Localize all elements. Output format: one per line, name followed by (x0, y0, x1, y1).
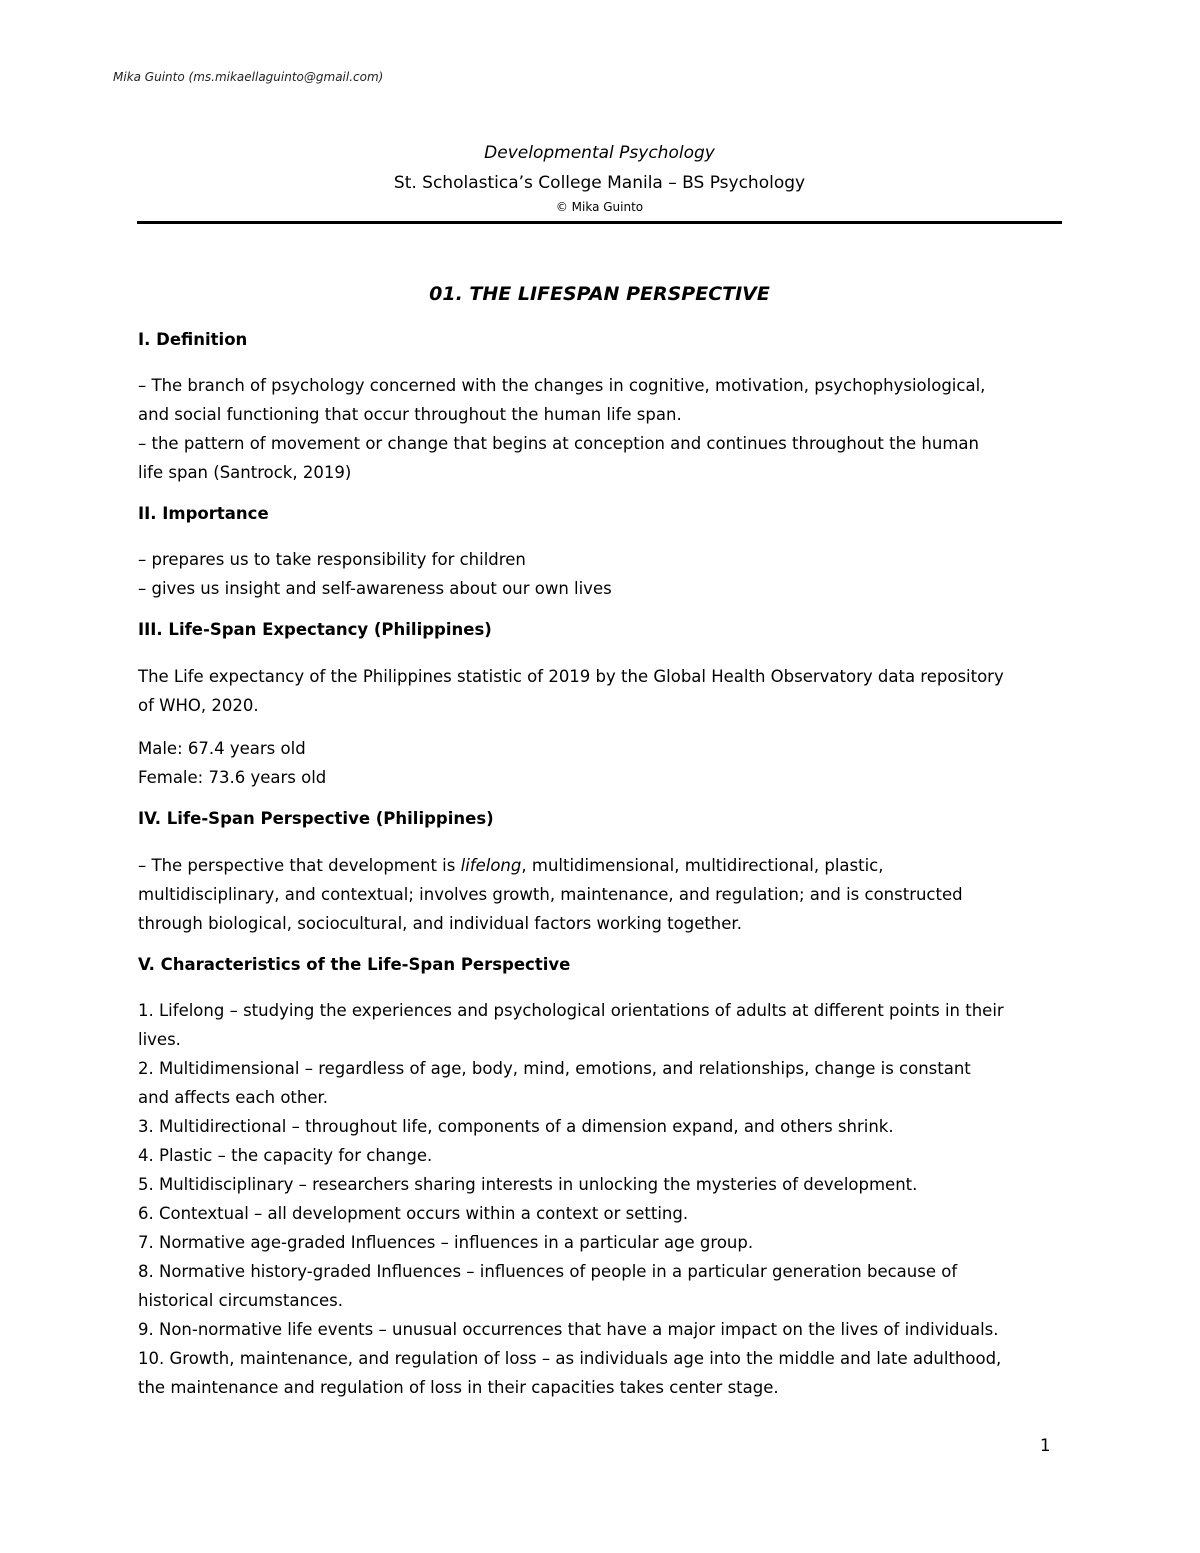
section-heading-perspective: IV. Life-Span Perspective (Philippines) (138, 809, 494, 828)
copyright-line: © Mika Guinto (555, 200, 644, 214)
perspective-body (138, 851, 1068, 938)
characteristics-list (138, 996, 1068, 1402)
title-divider (137, 221, 1062, 224)
list-item: 1. Lifelong – studying the experiences and psychological orientations of adults at different points in their (138, 1001, 1004, 1020)
female-expectancy: Female: 73.6 years old (138, 768, 327, 787)
course-title: Developmental Psychology (484, 143, 715, 163)
school-line: St. Scholastica’s College Manila – BS Psychology (393, 173, 806, 193)
lifelong-emphasis: lifelong (460, 856, 522, 875)
perspective-line-end: , multidimensional, multidirectional, plastic, (521, 856, 884, 875)
definition-body (138, 371, 1068, 487)
list-item: the maintenance and regulation of loss in their capacities takes center stage. (138, 1378, 779, 1397)
section-heading-importance: II. Importance (138, 504, 269, 523)
definition-line: – The branch of psychology concerned with the changes in cognitive, motivation, psychophysiological, (138, 376, 986, 395)
section-heading-expectancy: III. Life-Span Expectancy (Philippines) (138, 620, 492, 639)
list-item: 3. Multidirectional – throughout life, components of a dimension expand, and others shrink. (138, 1117, 894, 1136)
expectancy-intro-line: The Life expectancy of the Philippines statistic of 2019 by the Global Health Observatory data repository (138, 667, 1004, 686)
definition-line: life span (Santrock, 2019) (138, 463, 352, 482)
importance-body (138, 545, 1068, 603)
importance-line: – gives us insight and self-awareness about our own lives (138, 579, 612, 598)
list-item: 5. Multidisciplinary – researchers sharing interests in unlocking the mysteries of development. (138, 1175, 918, 1194)
list-item: 6. Contextual – all development occurs within a context or setting. (138, 1204, 689, 1223)
male-expectancy: Male: 67.4 years old (138, 739, 306, 758)
section-heading-characteristics: V. Characteristics of the Life-Span Perspective (138, 955, 571, 974)
list-item: 4. Plastic – the capacity for change. (138, 1146, 433, 1165)
header-author-line: Mika Guinto (ms.mikaellaguinto@gmail.com) (113, 70, 384, 84)
list-item: 8. Normative history-graded Influences – influences of people in a particular generation because of (138, 1262, 958, 1281)
perspective-line-start: – The perspective that development is (138, 856, 461, 875)
list-item: 7. Normative age-graded Influences – influences in a particular age group. (138, 1233, 754, 1252)
list-item: 10. Growth, maintenance, and regulation of loss – as individuals age into the middle and late adulthood, (138, 1349, 1002, 1368)
list-item: lives. (138, 1030, 181, 1049)
definition-line: – the pattern of movement or change that begins at conception and continues throughout the human (138, 434, 979, 453)
list-item: and affects each other. (138, 1088, 329, 1107)
document-title: 01. THE LIFESPAN PERSPECTIVE (429, 283, 770, 305)
page-number: 1 (1040, 1436, 1051, 1455)
perspective-line (138, 851, 1068, 880)
list-item: 2. Multidimensional – regardless of age, body, mind, emotions, and relationships, change is constant (138, 1059, 971, 1078)
expectancy-intro (138, 662, 1068, 720)
list-item: historical circumstances. (138, 1291, 343, 1310)
expectancy-intro-line: of WHO, 2020. (138, 696, 259, 715)
list-item: 9. Non-normative life events – unusual occurrences that have a major impact on the lives of individuals. (138, 1320, 999, 1339)
importance-line: – prepares us to take responsibility for children (138, 550, 526, 569)
perspective-line: multidisciplinary, and contextual; involves growth, maintenance, and regulation; and is constructed (138, 885, 963, 904)
section-heading-definition: I. Definition (138, 330, 248, 349)
expectancy-values (138, 734, 1068, 792)
perspective-line: through biological, sociocultural, and individual factors working together. (138, 914, 742, 933)
definition-line: and social functioning that occur throughout the human life span. (138, 405, 682, 424)
